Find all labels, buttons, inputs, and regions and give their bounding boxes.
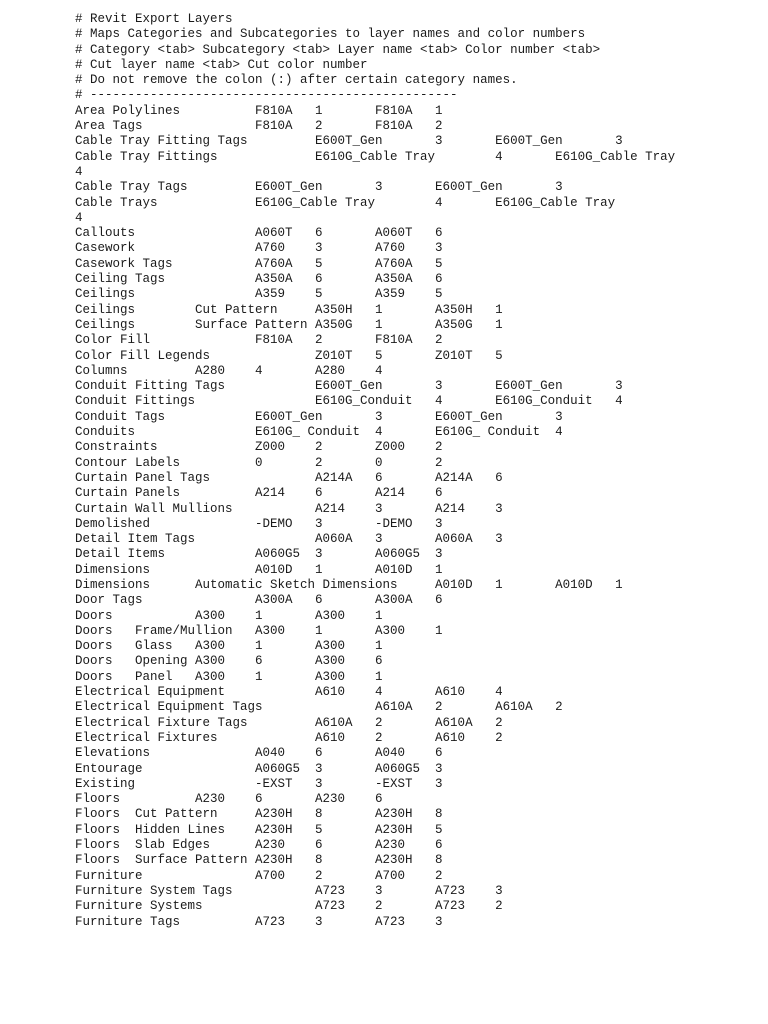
document-line: Furniture System Tags A723 3 A723 3 — [75, 883, 503, 898]
document-line: Area Tags F810A 2 F810A 2 — [75, 119, 443, 134]
document-line: Electrical Equipment A610 4 A610 4 — [75, 685, 503, 700]
document-line: Electrical Equipment Tags A610A 2 A610A 2 — [75, 700, 563, 715]
document-line: Area Polylines F810A 1 F810A 1 — [75, 103, 443, 118]
document-line: Floors Hidden Lines A230H 5 A230H 5 — [75, 822, 443, 837]
document-line: Electrical Fixture Tags A610A 2 A610A 2 — [75, 715, 503, 730]
document-line: Floors A230 6 A230 6 — [75, 792, 383, 807]
document-line: Doors A300 1 A300 1 — [75, 608, 383, 623]
document-line: Columns A280 4 A280 4 — [75, 363, 383, 378]
document-line: Floors Cut Pattern A230H 8 A230H 8 — [75, 807, 443, 822]
document-line: Curtain Wall Mullions A214 3 A214 3 — [75, 501, 503, 516]
document-line: Dimensions Automatic Sketch Dimensions A010D 1 A010D 1 — [75, 577, 623, 592]
document-line: Doors Frame/Mullion A300 1 A300 1 — [75, 623, 443, 638]
document-line: Electrical Fixtures A610 2 A610 2 — [75, 730, 503, 745]
document-line: # Do not remove the colon (:) after certain category names. — [75, 73, 518, 88]
document-line: Contour Labels 0 2 0 2 — [75, 455, 443, 470]
document-line: Floors Slab Edges A230 6 A230 6 — [75, 838, 443, 853]
document-line: Floors Surface Pattern A230H 8 A230H 8 — [75, 853, 443, 868]
document-line: Furniture Systems A723 2 A723 2 — [75, 899, 503, 914]
document-line: Curtain Panel Tags A214A 6 A214A 6 — [75, 470, 503, 485]
document-line: 4 — [75, 164, 83, 179]
document-line: Door Tags A300A 6 A300A 6 — [75, 593, 443, 608]
document-line: Ceilings A359 5 A359 5 — [75, 287, 443, 302]
document-line: Ceilings Cut Pattern A350H 1 A350H 1 — [75, 302, 503, 317]
document-line: Constraints Z000 2 Z000 2 — [75, 440, 443, 455]
document-line: Entourage A060G5 3 A060G5 3 — [75, 761, 443, 776]
document-line: Doors Panel A300 1 A300 1 — [75, 669, 383, 684]
document-line: Furniture A700 2 A700 2 — [75, 868, 443, 883]
document-line: Dimensions A010D 1 A010D 1 — [75, 562, 443, 577]
document-line: Cable Trays E610G_Cable Tray 4 E610G_Cable Tray — [75, 195, 616, 210]
document-line: Cable Tray Tags E600T_Gen 3 E600T_Gen 3 — [75, 180, 563, 195]
document-line: Detail Item Tags A060A 3 A060A 3 — [75, 532, 503, 547]
document-line: # ------------------------------------------------- — [75, 88, 458, 103]
document-line: # Maps Categories and Subcategories to layer names and color numbers — [75, 27, 586, 42]
document-line: Doors Glass A300 1 A300 1 — [75, 639, 383, 654]
document-line: Cable Tray Fittings E610G_Cable Tray 4 E610G_Cable Tray — [75, 149, 676, 164]
document-line: Callouts A060T 6 A060T 6 — [75, 226, 443, 241]
document-line: Conduit Tags E600T_Gen 3 E600T_Gen 3 — [75, 409, 563, 424]
document-line: # Revit Export Layers — [75, 12, 233, 26]
text-document — [75, 12, 765, 930]
document-line: Conduits E610G_ Conduit 4 E610G_ Conduit 4 — [75, 425, 563, 440]
document-line: Curtain Panels A214 6 A214 6 — [75, 486, 443, 501]
document-line: Doors Opening A300 6 A300 6 — [75, 654, 383, 669]
document-line: Casework A760 3 A760 3 — [75, 241, 443, 256]
document-line: Ceiling Tags A350A 6 A350A 6 — [75, 272, 443, 287]
document-line: Ceilings Surface Pattern A350G 1 A350G 1 — [75, 317, 503, 332]
document-line: Existing -EXST 3 -EXST 3 — [75, 776, 443, 791]
document-line: Furniture Tags A723 3 A723 3 — [75, 914, 443, 929]
document-line: # Category <tab> Subcategory <tab> Layer name <tab> Color number <tab> — [75, 42, 601, 57]
document-line: Cable Tray Fitting Tags E600T_Gen 3 E600T_Gen 3 — [75, 134, 623, 149]
document-line: Color Fill F810A 2 F810A 2 — [75, 333, 443, 348]
document-line: 4 — [75, 210, 83, 225]
document-line: Casework Tags A760A 5 A760A 5 — [75, 256, 443, 271]
document-line: Conduit Fitting Tags E600T_Gen 3 E600T_Gen 3 — [75, 379, 623, 394]
document-line: Detail Items A060G5 3 A060G5 3 — [75, 547, 443, 562]
document-line: Demolished -DEMO 3 -DEMO 3 — [75, 516, 443, 531]
document-line: Elevations A040 6 A040 6 — [75, 746, 443, 761]
document-line: # Cut layer name <tab> Cut color number — [75, 57, 368, 72]
document-line: Color Fill Legends Z010T 5 Z010T 5 — [75, 348, 503, 363]
document-line: Conduit Fittings E610G_Conduit 4 E610G_Conduit 4 — [75, 394, 623, 409]
